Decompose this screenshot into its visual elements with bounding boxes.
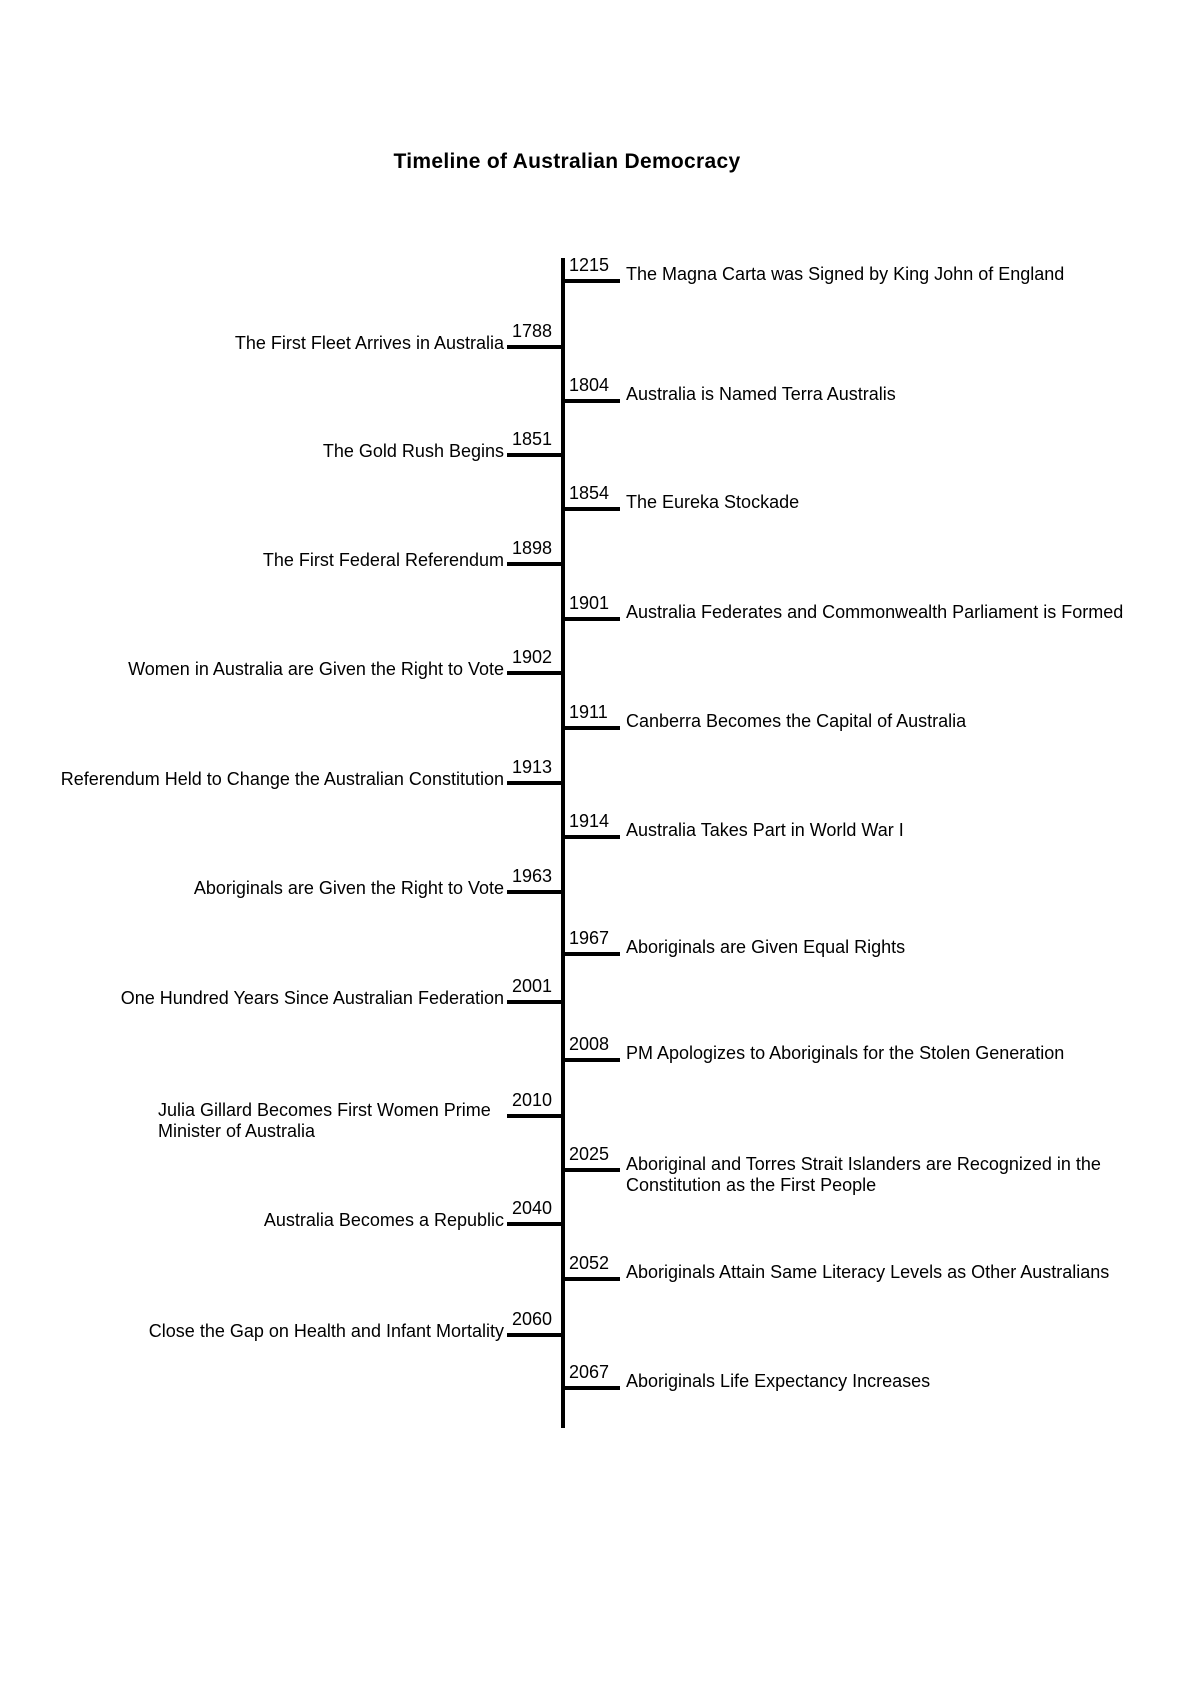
event-tick [507,890,564,894]
event-label: Women in Australia are Given the Right to Vote [128,659,504,679]
event-label: Australia is Named Terra Australis [626,384,896,404]
event-year: 2052 [569,1253,610,1273]
event-label: Aboriginals are Given the Right to Vote [193,878,504,898]
timeline-axis [561,258,565,1428]
event-year: 1788 [512,321,553,341]
event-label: Australia Becomes a Republic [263,1210,504,1230]
event-label: Close the Gap on Health and Infant Mortality [148,1321,504,1341]
event-label: The Gold Rush Begins [322,441,504,461]
event-label: The Eureka Stockade [626,492,800,512]
event-tick [507,1333,564,1337]
event-year: 2001 [512,976,553,996]
event-tick [507,1000,564,1004]
event-tick [563,617,620,621]
event-year: 2008 [569,1034,610,1054]
event-year: 2040 [512,1198,553,1218]
event-year: 1804 [569,375,610,395]
event-tick [563,507,620,511]
event-year: 1913 [512,757,553,777]
event-label: Aboriginal and Torres Strait Islanders are Recognized in the Constitution as the First People [626,1154,1101,1195]
event-tick [507,562,564,566]
event-tick [563,1277,620,1281]
event-label: Aboriginals are Given Equal Rights [626,937,906,957]
event-tick [563,1058,620,1062]
event-year: 1854 [569,483,610,503]
event-tick [563,726,620,730]
event-tick [507,1114,564,1118]
event-label: Canberra Becomes the Capital of Australia [626,711,967,731]
event-tick [563,952,620,956]
event-label: The First Federal Referendum [262,550,504,570]
event-tick [507,1222,564,1226]
page-title: Timeline of Australian Democracy [393,150,741,173]
event-year: 1902 [512,647,553,667]
event-label: One Hundred Years Since Australian Federation [120,988,504,1008]
event-year: 1914 [569,811,610,831]
event-tick [507,781,564,785]
event-year: 1911 [569,702,608,722]
event-label: Julia Gillard Becomes First Women Prime Minister of Australia [158,1100,491,1141]
event-year: 1851 [512,429,553,449]
event-year: 1967 [569,928,610,948]
event-tick [507,671,564,675]
event-label: Referendum Held to Change the Australian Constitution [60,769,504,789]
event-label: Australia Takes Part in World War I [626,820,904,840]
event-tick [563,1386,620,1390]
event-tick [507,345,564,349]
event-label: Aboriginals Attain Same Literacy Levels as Other Australians [626,1262,1110,1282]
event-tick [563,1168,620,1172]
event-label: The First Fleet Arrives in Australia [234,333,504,353]
event-year: 1963 [512,866,553,886]
event-label: Aboriginals Life Expectancy Increases [626,1371,931,1391]
event-tick [563,279,620,283]
event-year: 2060 [512,1309,553,1329]
event-label: PM Apologizes to Aboriginals for the Stolen Generation [626,1043,1065,1063]
event-label: The Magna Carta was Signed by King John of England [626,264,1065,284]
event-tick [563,835,620,839]
event-year: 2025 [569,1144,610,1164]
event-year: 2067 [569,1362,610,1382]
event-year: 1215 [569,255,610,275]
event-tick [507,453,564,457]
event-label: Australia Federates and Commonwealth Parliament is Formed [626,602,1124,622]
event-year: 1898 [512,538,553,558]
event-year: 2010 [512,1090,553,1110]
event-year: 1901 [569,593,610,613]
event-tick [563,399,620,403]
